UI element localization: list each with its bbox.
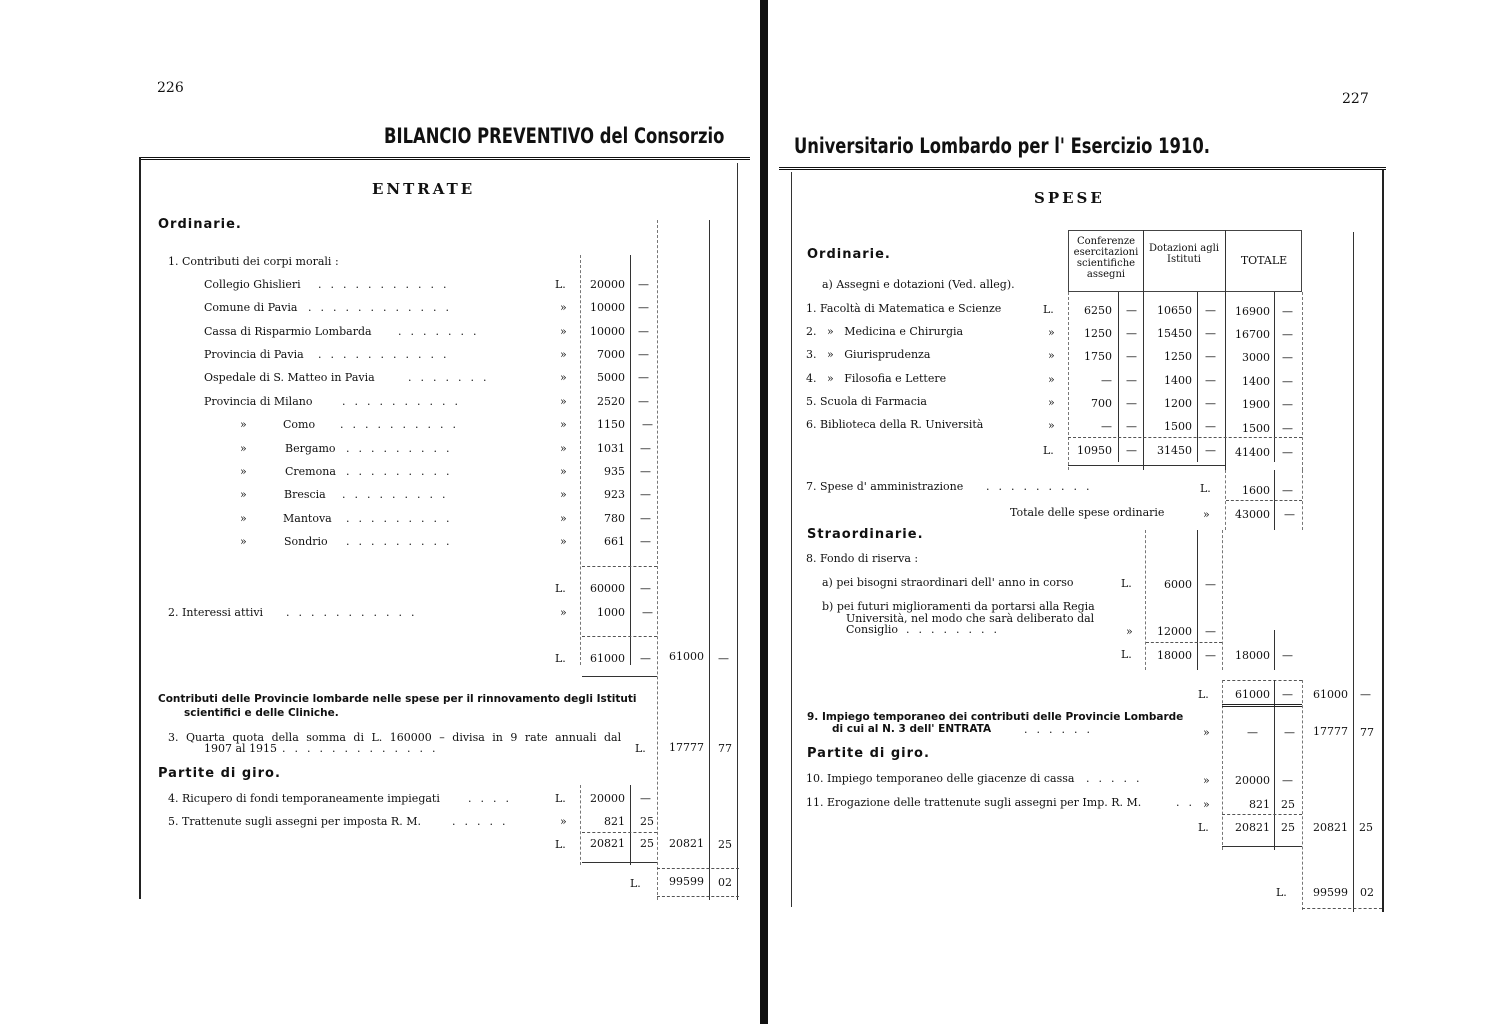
total-ordinarie-label: Totale delle spese ordinarie [1010, 506, 1165, 519]
item5-label: 5. Trattenute sugli assegni per imposta R. M. [168, 815, 421, 828]
grand-total: 99599 [1313, 886, 1348, 899]
partite-heading: Partite di giro. [807, 746, 930, 761]
item8b-line1: b) pei futuri miglioramenti da portarsi alla Regia [822, 600, 1095, 613]
item7-label: 7. Spese d' amministrazione [806, 480, 964, 493]
item9-line1: 9. Impiego temporaneo dei contributi delle Provincie Lombarde [807, 711, 1184, 723]
page-number: 226 [157, 80, 184, 96]
item11-label: 11. Erogazione delle trattenute sugli assegni per Imp. R. M. [806, 796, 1142, 809]
item-a: a) Assegni e dotazioni (Ved. alleg). [822, 278, 1015, 291]
item3-line1: 3. Quarta quota della somma di L. 160000 – divisa in 9 rate annuali dal [168, 731, 622, 744]
ordinarie-heading: Ordinarie. [807, 247, 891, 262]
page-title: Universitario Lombardo per l' Esercizio 1910. [794, 134, 1210, 158]
ordinarie-heading: Ordinarie. [158, 217, 242, 232]
subtotal-total: 61000 [669, 650, 704, 663]
item2-label: 2. Interessi attivi [168, 606, 264, 619]
item10-label: 10. Impiego temporaneo delle giacenze di cassa [806, 772, 1075, 785]
item8a-label: a) pei bisogni straordinari dell' anno in corso [822, 576, 1074, 589]
section-heading: SPESE [1034, 189, 1105, 207]
section-heading: ENTRATE [372, 180, 476, 198]
item1-label: 1. Contributi dei corpi morali : [168, 255, 339, 268]
col-header-totale: TOTALE [1240, 254, 1288, 267]
page-title: BILANCIO PREVENTIVO del Consorzio [384, 124, 725, 148]
col-header-dotazioni: Dotazioni agli Istituti [1148, 243, 1220, 265]
book-gutter [760, 0, 768, 1024]
page-number: 227 [1342, 91, 1369, 107]
contrib-heading: Contributi delle Provincie lombarde nelle spese per il rinnovamento degli Istituti [158, 693, 637, 705]
partite-heading: Partite di giro. [158, 766, 281, 781]
subtotal-value: 60000 [590, 582, 625, 595]
subtotal-mark: L. [555, 582, 566, 595]
grand-total: 99599 [669, 875, 704, 888]
straordinarie-heading: Straordinarie. [807, 527, 924, 542]
item4-label: 4. Ricupero di fondi temporaneamente impiegati [168, 792, 440, 805]
col-header-conferenze: Conferenze esercitazioni scientifiche assegni [1073, 236, 1139, 280]
item8-label: 8. Fondo di riserva : [806, 552, 919, 565]
